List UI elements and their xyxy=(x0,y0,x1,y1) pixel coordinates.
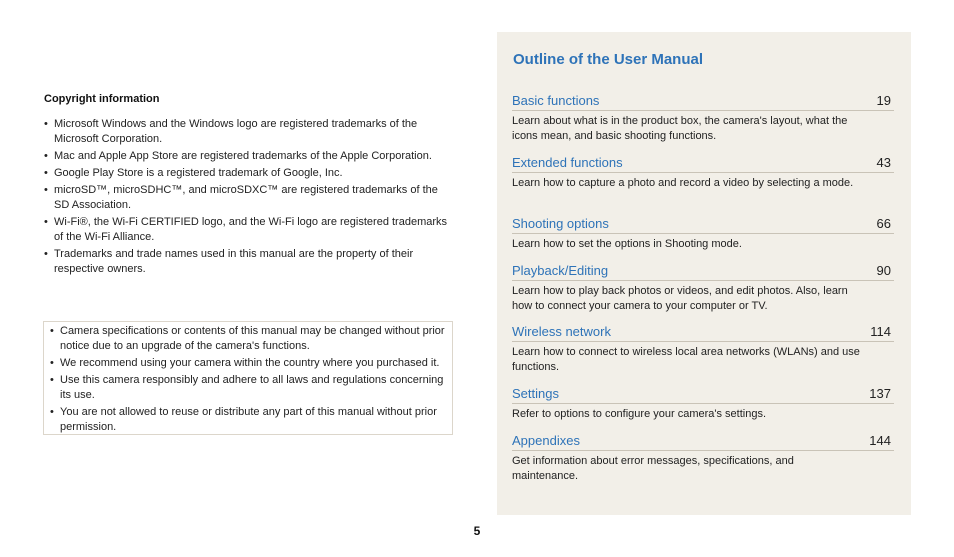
list-item: • Use this camera responsibly and adhere to all laws and regulations concerning its use. xyxy=(50,373,448,404)
section-link[interactable]: Shooting options xyxy=(512,216,609,231)
section-header[interactable] xyxy=(512,155,894,173)
section-page-number: 66 xyxy=(876,216,891,231)
section-link[interactable]: Extended functions xyxy=(512,155,623,170)
section-wireless-network xyxy=(512,324,894,376)
section-link[interactable]: Wireless network xyxy=(512,324,611,339)
section-shooting-options xyxy=(512,216,894,252)
section-description: Learn how to capture a photo and record a video by selecting a mode. xyxy=(512,177,854,189)
section-header[interactable] xyxy=(512,263,894,281)
section-link[interactable]: Appendixes xyxy=(512,433,580,448)
section-description: Refer to options to configure your camera's settings. xyxy=(512,408,767,420)
notice-box xyxy=(43,321,453,435)
page-number: 5 xyxy=(473,524,481,538)
section-page-number: 114 xyxy=(870,324,891,339)
notice-list xyxy=(50,324,448,436)
section-settings xyxy=(512,386,894,422)
section-header[interactable] xyxy=(512,93,894,111)
section-playback-editing xyxy=(512,263,894,315)
list-item: • Wi-Fi®, the Wi-Fi CERTIFIED logo, and the Wi-Fi logo are registered trademarks of the Wi-Fi Alliance. xyxy=(44,215,454,246)
section-description: Learn about what is in the product box, the camera's layout, what the icons mean, and basic shooting functions. xyxy=(512,115,848,143)
list-item: • microSD™, microSDHC™, and microSDXC™ are registered trademarks of the SD Association. xyxy=(44,183,454,214)
section-appendixes xyxy=(512,433,894,485)
section-header[interactable] xyxy=(512,216,894,234)
list-item: • Microsoft Windows and the Windows logo are registered trademarks of the Microsoft Corporation. xyxy=(44,117,454,148)
outline-panel xyxy=(497,32,911,515)
section-link[interactable]: Settings xyxy=(512,386,559,401)
copyright-title: Copyright information xyxy=(44,93,160,105)
section-page-number: 90 xyxy=(876,263,891,278)
list-item: • You are not allowed to reuse or distribute any part of this manual without prior permission. xyxy=(50,405,448,436)
section-page-number: 19 xyxy=(876,93,891,108)
section-header[interactable] xyxy=(512,324,894,342)
section-description: Learn how to play back photos or videos, and edit photos. Also, learn how to connect your camera to your computer or TV. xyxy=(512,285,848,313)
list-item: • Camera specifications or contents of this manual may be changed without prior notice due to an upgrade of the camera's functions. xyxy=(50,324,448,355)
list-item: • We recommend using your camera within the country where you purchased it. xyxy=(50,356,448,371)
section-description: Learn how to set the options in Shooting mode. xyxy=(512,238,742,250)
list-item: • Mac and Apple App Store are registered trademarks of the Apple Corporation. xyxy=(44,149,454,164)
list-item: • Google Play Store is a registered trademark of Google, Inc. xyxy=(44,166,454,181)
section-extended-functions xyxy=(512,155,894,191)
section-page-number: 144 xyxy=(869,433,891,448)
section-page-number: 43 xyxy=(876,155,891,170)
section-header[interactable] xyxy=(512,433,894,451)
section-description: Learn how to connect to wireless local area networks (WLANs) and use functions. xyxy=(512,346,860,374)
section-basic-functions xyxy=(512,93,894,145)
section-link[interactable]: Playback/Editing xyxy=(512,263,609,278)
section-page-number: 137 xyxy=(869,386,891,401)
copyright-list xyxy=(44,117,454,279)
section-header[interactable] xyxy=(512,386,894,404)
list-item: • Trademarks and trade names used in this manual are the property of their respective owners. xyxy=(44,247,454,278)
section-link[interactable]: Basic functions xyxy=(512,93,600,108)
outline-title: Outline of the User Manual xyxy=(513,51,704,68)
section-description: Get information about error messages, specifications, and maintenance. xyxy=(512,455,794,483)
